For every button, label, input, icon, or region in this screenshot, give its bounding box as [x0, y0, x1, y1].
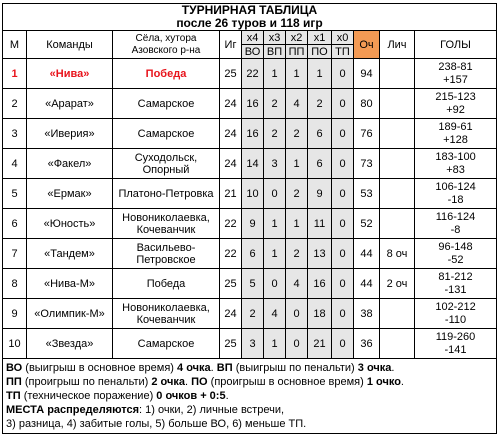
losses-penalty: 1 [286, 149, 308, 179]
header-row [3, 31, 497, 45]
header-mult-x1: x1 [308, 31, 332, 45]
goals-difference: -18 [447, 193, 464, 206]
title-row [3, 4, 497, 31]
wins-regular: 10 [242, 179, 264, 209]
wins-penalty: 0 [264, 179, 286, 209]
table-title [3, 4, 497, 31]
goals-difference: +157 [443, 73, 468, 86]
place: 4 [3, 149, 27, 179]
goals-difference: -131 [444, 283, 467, 296]
title-line-2: после 26 туров и 118 игр [176, 16, 323, 30]
header-code-vp: ВП [264, 45, 286, 59]
standings-table [2, 3, 497, 359]
technical-losses: 0 [332, 179, 354, 209]
technical-losses: 0 [332, 59, 354, 89]
games: 25 [220, 329, 242, 359]
standings-rows [3, 59, 497, 359]
points: 44 [354, 239, 380, 269]
legend-line-4: МЕСТА распределяются: 1) очки, 2) личные встречи, [6, 404, 285, 416]
losses-penalty: 4 [286, 269, 308, 299]
place: 2 [3, 89, 27, 119]
wins-regular: 9 [242, 209, 264, 239]
team-name: «Тандем» [27, 239, 113, 269]
wins-penalty: 1 [264, 239, 286, 269]
header-code-tp: ТП [332, 45, 354, 59]
points: 73 [354, 149, 380, 179]
points: 38 [354, 299, 380, 329]
village: Новониколаевка, Кочеванчик [113, 209, 220, 239]
wins-regular: 14 [242, 149, 264, 179]
village: Платоно-Петровка [113, 179, 220, 209]
losses-penalty: 0 [286, 299, 308, 329]
losses-penalty: 2 [286, 179, 308, 209]
goals-scored-conceded: 183-100 [435, 150, 476, 163]
technical-losses: 0 [332, 239, 354, 269]
header-code-vo: ВО [242, 45, 264, 59]
goals-scored-conceded: 116-124 [435, 210, 476, 223]
losses-regular: 9 [308, 179, 332, 209]
goals [415, 179, 497, 209]
goals-scored-conceded: 238-81 [438, 60, 473, 73]
games: 22 [220, 209, 242, 239]
goals [415, 269, 497, 299]
personal-meetings [380, 329, 415, 359]
wins-regular: 16 [242, 119, 264, 149]
team-name: «Нива» [27, 59, 113, 89]
goals [415, 149, 497, 179]
table-row [3, 299, 497, 329]
technical-losses: 0 [332, 149, 354, 179]
wins-regular: 3 [242, 329, 264, 359]
place: 3 [3, 119, 27, 149]
place: 1 [3, 59, 27, 89]
goals-difference: +128 [443, 133, 468, 146]
losses-regular: 6 [308, 119, 332, 149]
technical-losses: 0 [332, 329, 354, 359]
team-name: «Нива-М» [27, 269, 113, 299]
goals-scored-conceded: 189-61 [438, 120, 473, 133]
legend-line-3: ТП (техническое поражение) 0 очков + 0:5. [6, 390, 229, 402]
goals-difference: -52 [447, 253, 464, 266]
losses-regular: 18 [308, 299, 332, 329]
wins-penalty: 1 [264, 209, 286, 239]
goals-difference: -110 [444, 313, 467, 326]
village: Самарское [113, 119, 220, 149]
points: 44 [354, 269, 380, 299]
losses-penalty: 4 [286, 89, 308, 119]
team-name: «Факел» [27, 149, 113, 179]
goals-difference: -8 [450, 223, 461, 236]
technical-losses: 0 [332, 299, 354, 329]
header-mult-x3: x3 [264, 31, 286, 45]
goals [415, 209, 497, 239]
goals-scored-conceded: 215-123 [435, 90, 476, 103]
team-name: «Ермак» [27, 179, 113, 209]
wins-penalty: 0 [264, 269, 286, 299]
wins-penalty: 2 [264, 89, 286, 119]
games: 24 [220, 149, 242, 179]
losses-penalty: 1 [286, 59, 308, 89]
header-village: Сёла, хутора Азовского р-на [113, 31, 220, 59]
goals [415, 59, 497, 89]
losses-regular: 6 [308, 149, 332, 179]
legend-line-5: 3) разница, 4) забитые голы, 5) больше ВО, 6) меньше ТП. [6, 418, 307, 430]
place: 9 [3, 299, 27, 329]
table-row [3, 269, 497, 299]
personal-meetings [380, 59, 415, 89]
table-row [3, 89, 497, 119]
goals [415, 119, 497, 149]
games: 24 [220, 119, 242, 149]
legend [2, 359, 497, 434]
team-name: «Олимпик-М» [27, 299, 113, 329]
wins-regular: 2 [242, 299, 264, 329]
table-row [3, 59, 497, 89]
games: 21 [220, 179, 242, 209]
personal-meetings [380, 149, 415, 179]
goals-scored-conceded: 96-148 [438, 240, 473, 253]
goals [415, 239, 497, 269]
wins-penalty: 2 [264, 119, 286, 149]
table-row [3, 329, 497, 359]
standings-document [2, 3, 496, 434]
personal-meetings [380, 89, 415, 119]
losses-penalty: 0 [286, 329, 308, 359]
place: 10 [3, 329, 27, 359]
wins-regular: 16 [242, 89, 264, 119]
team-name: «Звезда» [27, 329, 113, 359]
team-name: «Арарат» [27, 89, 113, 119]
points: 80 [354, 89, 380, 119]
personal-meetings [380, 209, 415, 239]
goals-difference: +83 [446, 163, 465, 176]
header-code-po: ПО [308, 45, 332, 59]
header-code-pp: ПП [286, 45, 308, 59]
header-mult-x2: x2 [286, 31, 308, 45]
wins-regular: 22 [242, 59, 264, 89]
wins-penalty: 1 [264, 329, 286, 359]
personal-meetings [380, 119, 415, 149]
losses-penalty: 2 [286, 119, 308, 149]
header-mult-x0: x0 [332, 31, 354, 45]
team-name: «Иверия» [27, 119, 113, 149]
points: 53 [354, 179, 380, 209]
games: 25 [220, 59, 242, 89]
wins-penalty: 4 [264, 299, 286, 329]
header-team: Команды [27, 31, 113, 59]
header-games: Иг [220, 31, 242, 59]
goals-scored-conceded: 102-212 [435, 300, 476, 313]
wins-regular: 5 [242, 269, 264, 299]
place: 8 [3, 269, 27, 299]
table-row [3, 209, 497, 239]
losses-regular: 11 [308, 209, 332, 239]
table-row [3, 149, 497, 179]
personal-meetings: 8 оч [380, 239, 415, 269]
goals [415, 299, 497, 329]
technical-losses: 0 [332, 209, 354, 239]
games: 22 [220, 239, 242, 269]
losses-penalty: 2 [286, 239, 308, 269]
technical-losses: 0 [332, 269, 354, 299]
wins-regular: 6 [242, 239, 264, 269]
goals-difference: +92 [446, 103, 465, 116]
points: 76 [354, 119, 380, 149]
table-row [3, 119, 497, 149]
games: 25 [220, 269, 242, 299]
points: 36 [354, 329, 380, 359]
header-place: М [3, 31, 27, 59]
village: Суходольск, Опорный [113, 149, 220, 179]
goals-scored-conceded: 119-260 [435, 330, 476, 343]
village: Самарское [113, 329, 220, 359]
village: Новониколаевка, Кочеванчик [113, 299, 220, 329]
village: Васильево-Петровское [113, 239, 220, 269]
legend-line-2: ПП (проигрыш по пенальти) 2 очка. ПО (проигрыш в основное время) 1 очко. [6, 376, 404, 388]
personal-meetings [380, 179, 415, 209]
points: 94 [354, 59, 380, 89]
goals-scored-conceded: 81-212 [438, 270, 473, 283]
header-points: Оч [354, 31, 380, 59]
wins-penalty: 1 [264, 59, 286, 89]
personal-meetings: 2 оч [380, 269, 415, 299]
losses-regular: 1 [308, 59, 332, 89]
games: 24 [220, 299, 242, 329]
goals [415, 329, 497, 359]
village: Победа [113, 269, 220, 299]
place: 6 [3, 209, 27, 239]
losses-penalty: 1 [286, 209, 308, 239]
technical-losses: 0 [332, 119, 354, 149]
village: Самарское [113, 89, 220, 119]
header-goals: ГОЛЫ [415, 31, 497, 59]
legend-line-1: ВО (выигрыш в основное время) 4 очка. ВП (выигрыш по пенальти) 3 очка. [6, 362, 395, 374]
table-row [3, 179, 497, 209]
goals [415, 89, 497, 119]
losses-regular: 13 [308, 239, 332, 269]
title-line-1: ТУРНИРНАЯ ТАБЛИЦА [181, 3, 318, 17]
goals-difference: -141 [444, 343, 467, 356]
team-name: «Юность» [27, 209, 113, 239]
technical-losses: 0 [332, 89, 354, 119]
games: 24 [220, 89, 242, 119]
losses-regular: 21 [308, 329, 332, 359]
losses-regular: 2 [308, 89, 332, 119]
header-personal: Лич [380, 31, 415, 59]
goals-scored-conceded: 106-124 [435, 180, 476, 193]
village: Победа [113, 59, 220, 89]
place: 7 [3, 239, 27, 269]
points: 52 [354, 209, 380, 239]
header-mult-x4: x4 [242, 31, 264, 45]
losses-regular: 16 [308, 269, 332, 299]
personal-meetings [380, 299, 415, 329]
wins-penalty: 3 [264, 149, 286, 179]
table-row [3, 239, 497, 269]
place: 5 [3, 179, 27, 209]
